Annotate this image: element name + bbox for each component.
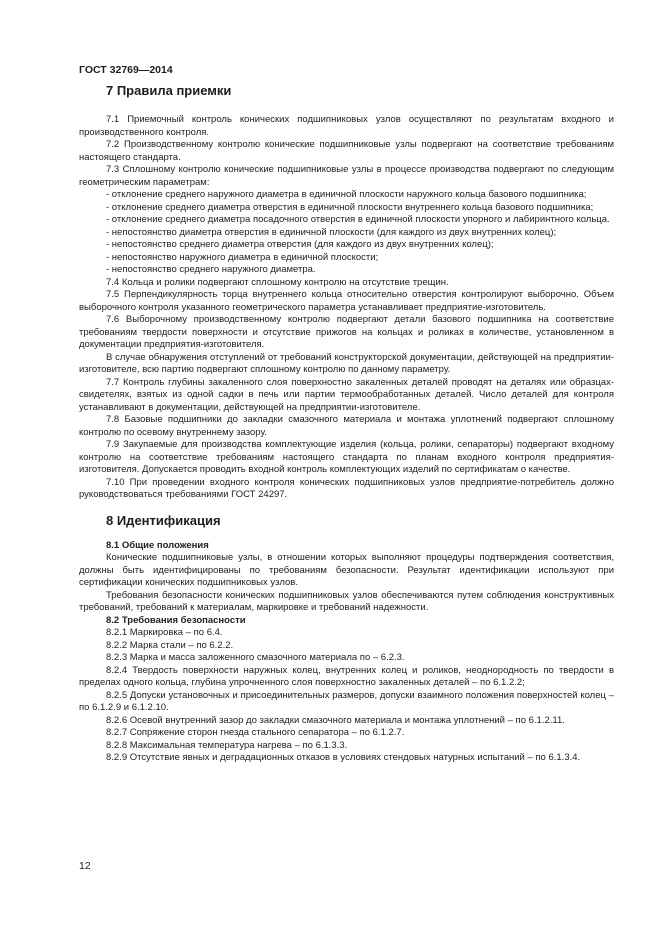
section-8-title: 8 Идентификация bbox=[106, 512, 221, 528]
paragraph: 7.3 Сплошному контролю конические подшипниковые узлы в процессе производства подвергают по следующим геометрическим параметрам: bbox=[79, 164, 614, 188]
requirement-item: 8.2.8 Максимальная температура нагрева – по 6.1.3.3. bbox=[106, 739, 348, 751]
list-item: - отклонение среднего наружного диаметра в единичной плоскости наружного кольца базового подшипника; bbox=[106, 189, 587, 200]
paragraph: Конические подшипниковые узлы, в отношении которых выполняют процедуры подтверждения соответствия, должны быть идентифицированы по требованиям безопасности. Результат идентификации используют при сертификации конических подшипниковых узлов. bbox=[79, 552, 614, 588]
paragraph: Требования безопасности конических подшипниковых узлов обеспечиваются путем соблюдения конструктивных требований, требований к материалам, маркировке и требований надежности. bbox=[79, 589, 614, 613]
paragraph: 7.2 Производственному контролю конические подшипниковые узлы подвергают на соответствие требованиям настоящего стандарта. bbox=[79, 139, 614, 163]
requirement-item: 8.2.2 Марка стали – по 6.2.2. bbox=[106, 639, 234, 651]
paragraph: 7.4 Кольца и ролики подвергают сплошному контролю на отсутствие трещин. bbox=[106, 276, 449, 288]
requirement-item: 8.2.5 Допуски установочных и присоединительных размеров, допуски взаимного положения поверхностей колец – по 6.1.2.9 и 6.1.2.10. bbox=[79, 689, 614, 713]
page-content bbox=[79, 80, 614, 765]
requirement-item: 8.2.4 Твердость поверхности наружных колец, внутренних колец и роликов, неоднородность по твердости в пределах одного кольца, глубина упрочненного слоя поверхностно закаленных деталей – по 6.1.2.2; bbox=[79, 664, 614, 688]
list-item: - отклонение среднего диаметра отверстия в единичной плоскости внутреннего кольца базового подшипника; bbox=[106, 201, 594, 213]
page-number: 12 bbox=[79, 860, 91, 872]
requirement-item: 8.2.7 Сопряжение сторон гнезда стального сепаратора – по 6.1.2.7. bbox=[106, 727, 405, 738]
paragraph: 7.1 Приемочный контроль конических подшипниковых узлов осуществляют по результатам входного и производственного контроля. bbox=[79, 114, 614, 138]
paragraph: 7.10 При проведении входного контроля конических подшипниковых узлов предприятие-потребитель должно руководствоваться требованиями ГОСТ 24297. bbox=[79, 476, 614, 500]
requirement-item: 8.2.9 Отсутствие явных и деградационных отказов в условиях стендовых натурных испытаний – по 6.1.3.4. bbox=[106, 752, 581, 763]
requirement-item: 8.2.1 Маркировка – по 6.4. bbox=[106, 627, 223, 638]
list-item: - непостоянство наружного диаметра в единичной плоскости; bbox=[106, 251, 379, 263]
list-item: - непостоянство диаметра отверстия в единичной плоскости (для каждого из двух внутренних колец); bbox=[106, 226, 557, 238]
subsection-8-2-title: 8.2 Требования безопасности bbox=[106, 614, 246, 626]
paragraph: 7.9 Закупаемые для производства комплектующие изделия (кольца, ролики, сепараторы) подвергают входному контролю на соответствие требованиям настоящего стандарта по планам входного контроля предприятия-изготовителя. Допускается проводить входной контроль комплектующих изделий по сертификатам о качестве. bbox=[79, 439, 614, 475]
section-7-body bbox=[79, 114, 614, 502]
paragraph: 7.6 Выборочному производственному контролю подвергают детали базового подшипника на соответствие требованиям твердости поверхности и отсутствие прижогов на кольцах и роликах в количестве, установленном в документации предприятия-изготовителя. bbox=[79, 314, 614, 350]
requirement-item: 8.2.6 Осевой внутренний зазор до закладки смазочного материала и монтажа уплотнений – по 6.1.2.11. bbox=[106, 714, 565, 726]
subsection-8-1-title: 8.1 Общие положения bbox=[106, 539, 209, 551]
document-code: ГОСТ 32769—2014 bbox=[79, 64, 173, 76]
list-item: - непостоянство среднего наружного диаметра. bbox=[106, 264, 316, 275]
paragraph: 7.5 Перпендикулярность торца внутреннего кольца относительно отверстия контролируют выборочно. Объем выборочного контроля указанного геометрического параметра устанавливает предприятие-изготовитель. bbox=[79, 289, 614, 313]
paragraph: 7.7 Контроль глубины закаленного слоя поверхностно закаленных деталей проводят на деталях или образцах-свидетелях, взятых из одной садки в печь или партии термообработанных деталей. Число деталей для контроля устанавливают в документации, действующей на предприятии-изготовителе. bbox=[79, 376, 614, 413]
paragraph: В случае обнаружения отступлений от требований конструкторской документации, действующей на предприятии-изготовителе, всю партию подвергают сплошному контролю по данному параметру. bbox=[79, 351, 614, 375]
paragraph: 7.8 Базовые подшипники до закладки смазочного материала и монтажа уплотнений подвергают сплошному контролю по осевому внутреннему зазору. bbox=[79, 414, 614, 438]
section-8-body bbox=[79, 540, 614, 765]
list-item: - непостоянство среднего диаметра отверстия (для каждого из двух внутренних колец); bbox=[106, 239, 494, 250]
section-7-title: 7 Правила приемки bbox=[106, 83, 232, 98]
requirement-item: 8.2.3 Марка и масса заложенного смазочного материала по – 6.2.3. bbox=[106, 652, 405, 663]
list-item: - отклонение среднего диаметра посадочного отверстия в единичной плоскости упорного и лабиринтного кольца. bbox=[106, 214, 610, 225]
